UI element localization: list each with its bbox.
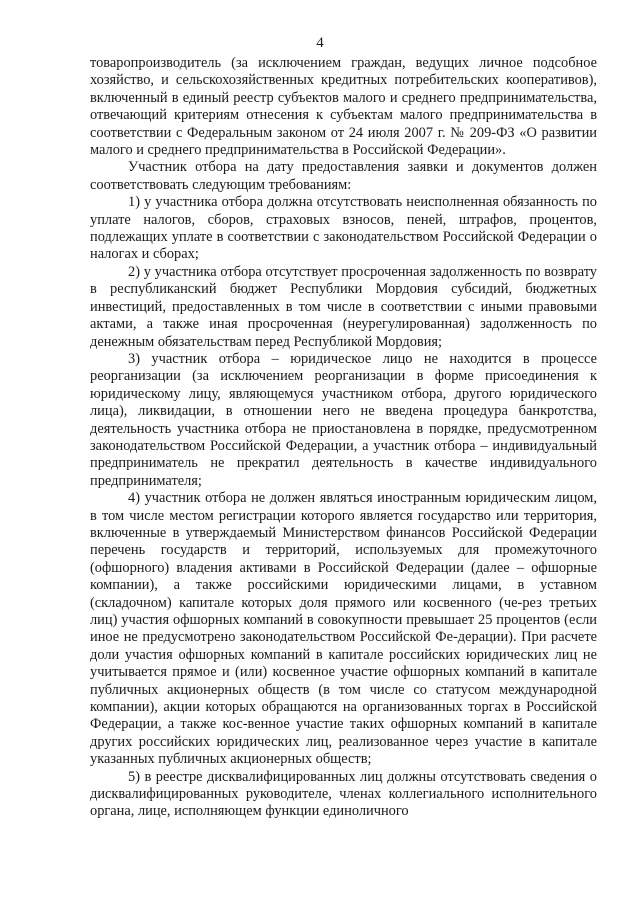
paragraph-requirement-2: 2) у участника отбора отсутствует просроченная задолженность по возврату в республиканский бюджет Республики Мордовия субсидий, бюджетных инвестиций, предоставленных в том числе в соответствии с иными правовыми актами, а также иная просроченная (неурегулированная) задолженность по денежным обязательствам перед Республикой Мордовия; [90, 263, 597, 350]
paragraph-requirement-5: 5) в реестре дисквалифицированных лиц должны отсутствовать сведения о дисквалифицированных руководителе, членах коллегиального исполнительного органа, лице, исполняющем функции единоличного [90, 768, 597, 820]
paragraph-continuation: товаропроизводитель (за исключением граждан, ведущих личное подсобное хозяйство, и сельскохозяйственных кредитных потребительских кооперативов), включенный в единый реестр субъектов малого и среднего предпринимательства, отвечающий критериям отнесения к субъектам малого предпринимательства в соответствии с Федеральным законом от 24 июля 2007 г. № 209-ФЗ «О развитии малого и среднего предпринимательства в Российской Федерации». [90, 55, 597, 159]
body-text [90, 55, 597, 821]
paragraph-requirement-4: 4) участник отбора не должен являться иностранным юридическим лицом, в том числе местом регистрации которого является государство или территория, включенные в утверждаемый Министерством финансов Российской Федерации перечень государств и территорий, используемых для промежуточного (офшорного) владения активами в Российской Федерации (далее – офшорные компании), а также российскими юридическими лицами, в уставном (складочном) капитале которых доля прямого или косвенного (че-рез третьих лиц) участия офшорных компаний в совокупности превышает 25 процентов (если иное не предусмотрено законодательством Российской Фе-дерации). При расчете доли участия офшорных компаний в капитале российских юридических лиц не учитывается прямое и (или) косвенное участие офшорных компаний в капитале публичных акционерных обществ (в том числе со статусом международной компании), акции которых обращаются на организованных торгах в Российской Федерации, а также кос-венное участие таких офшорных компаний в капитале других российских юридических лиц, реализованное через участие в капитале указанных публичных акционерных обществ; [90, 490, 597, 768]
paragraph-requirement-1: 1) у участника отбора должна отсутствовать неисполненная обязанность по уплате налогов, сборов, страховых взносов, пеней, штрафов, процентов, подлежащих уплате в соответствии с законодательством Российской Федерации о налогах и сборах; [90, 194, 597, 263]
paragraph-requirement-3: 3) участник отбора – юридическое лицо не находится в процессе реорганизации (за исключением реорганизации в форме присоединения к юридическому лицу, являющемуся участником отбора, другого юридического лица), ликвидации, в отношении него не введена процедура банкротства, деятельность участника отбора не приостановлена в порядке, предусмотренном законодательством Российской Федерации, а участник отбора – индивидуальный предприниматель не прекратил деятельность в качестве индивидуального предпринимателя; [90, 350, 597, 489]
paragraph-requirements-intro: Участник отбора на дату предоставления заявки и документов должен соответствовать следующим требованиям: [90, 159, 597, 193]
page-number: 4 [316, 35, 324, 51]
